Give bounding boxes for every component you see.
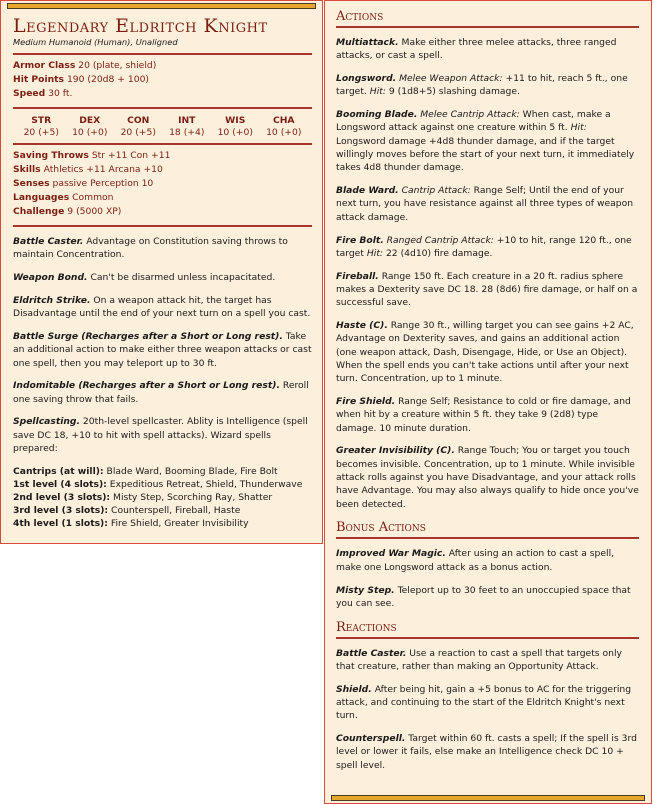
- spell-level: Cantrips (at will):: [13, 465, 104, 477]
- bonus-action: [336, 584, 639, 611]
- action-text: Range Touch; You or target you touch becomes invisible. Concentration, up to 1 minute. While invisible attack rolls against you have Disadvantage, and your attack rolls have Advantage. You may also always qualify to hide once you've been detected.: [336, 445, 639, 510]
- trait-name: Eldritch Strike.: [13, 294, 91, 306]
- trait-text: Can't be disarmed unless incapacitated.: [90, 272, 276, 284]
- armor-class-label: Armor Class: [13, 60, 76, 71]
- action-text: +11 to hit, reach 5 ft., one target.: [336, 73, 628, 98]
- divider: [13, 143, 312, 145]
- action-name: Fire Bolt.: [336, 234, 384, 246]
- bonus-actions-heading: Bonus Actions: [336, 520, 639, 539]
- trait-text: On a weapon attack hit, the target has Disadvantage until the end of your next turn on a spell you cast.: [13, 294, 311, 320]
- spell-list: [13, 465, 312, 530]
- armor-class: [13, 59, 312, 73]
- ability-score: 10 (+0): [217, 127, 253, 138]
- reactions-heading: Reactions: [336, 620, 639, 639]
- ability-score: 20 (+5): [120, 127, 156, 138]
- speed-label: Speed: [13, 88, 46, 99]
- action-damage: 22 (4d10) fire damage.: [385, 247, 493, 259]
- action-greater-invisibility: [336, 444, 639, 510]
- monster-subtitle: Medium Humanoid (Human), Unaligned: [13, 37, 178, 47]
- armor-class-value: 20 (plate, shield): [78, 60, 157, 71]
- trait: [13, 415, 312, 455]
- spell-level: 4th level (1 slots):: [13, 517, 108, 529]
- reaction-text: After being hit, gain a +5 bonus to AC for the triggering attack, and continuing to the start of the Eldritch Knight's next turn.: [336, 683, 632, 722]
- ability-score: 20 (+5): [23, 127, 59, 138]
- trait-name: Battle Caster.: [13, 236, 84, 247]
- ability-wis: [211, 115, 260, 139]
- spell-slot-row: [13, 504, 312, 517]
- monster-name: Legendary Eldritch Knight: [13, 15, 268, 37]
- attack-type: Ranged Cantrip Attack:: [386, 234, 494, 246]
- action-haste: [336, 319, 639, 385]
- action-name: Greater Invisibility (C).: [336, 445, 455, 457]
- speed-value: 30 ft.: [48, 88, 73, 99]
- senses-label: Senses: [13, 178, 50, 189]
- trait-text: Advantage on Constitution saving throws to maintain Concentration.: [13, 236, 288, 261]
- reaction-name: Shield.: [336, 683, 372, 695]
- spell-slot-row: [13, 517, 312, 530]
- action-text: Range Self; Resistance to cold or fire damage, and when hit by a creature within 5 ft. they take 9 (2d8) type damage. 10 minute duration.: [336, 396, 631, 434]
- reaction: [336, 732, 639, 772]
- ability-int: [163, 115, 212, 139]
- trait: [13, 235, 312, 262]
- reaction: [336, 683, 639, 723]
- spell-slot-row: [13, 478, 312, 491]
- bonus-action-text: After using an action to cast a spell, make one Longsword attack as a bonus action.: [336, 548, 615, 573]
- reaction-text: Use a reaction to cast a spell that targets only that creature, rather than making an Opportunity Attack.: [336, 647, 622, 672]
- saving-throws-value: Str +11 Con +11: [91, 150, 171, 161]
- trait: [13, 379, 312, 406]
- saving-throws: [13, 149, 312, 163]
- ability-cha: [260, 115, 309, 139]
- action-name: Longsword.: [336, 73, 397, 85]
- divider: [13, 53, 312, 55]
- action-text: Range 30 ft., willing target you can see gains +2 AC, Advantage on Dexterity saves, and gains an additional action (one weapon attack, Dash, Disengage, Hide, or Use an Object). When the spell ends you can't take actions until after your next turn. Concentration, up to 1 minute.: [336, 320, 634, 385]
- senses: [13, 177, 312, 191]
- hit-label: Hit:: [369, 86, 386, 98]
- actions-heading: Actions: [336, 9, 639, 28]
- reaction: [336, 647, 639, 674]
- trait-text: Reroll one saving throw that fails.: [13, 380, 309, 405]
- ability-score: 10 (+0): [72, 127, 108, 138]
- action-text: When cast, make a Longsword attack against one creature within 5 ft.: [336, 109, 611, 134]
- trait: [13, 330, 312, 370]
- challenge: [13, 205, 312, 219]
- attack-type: Melee Weapon Attack:: [399, 73, 503, 85]
- spell-level: 2nd level (3 slots):: [13, 491, 111, 503]
- action-damage: 9 (1d8+5) slashing damage.: [388, 86, 520, 98]
- hit-label: Hit:: [570, 122, 587, 134]
- action-name: Booming Blade.: [336, 109, 418, 121]
- hit-points-label: Hit Points: [13, 74, 65, 85]
- hit-points-value: 190 (20d8 + 100): [66, 74, 150, 85]
- action-text: Range Self; Until the end of your next turn, you have resistance against all three types of weapon attack damage.: [336, 185, 634, 223]
- action-text: +10 to hit, range 120 ft., one target: [336, 234, 632, 259]
- action-fireball: [336, 270, 639, 310]
- ability-name: WIS: [225, 115, 246, 126]
- ability-score: 18 (+4): [169, 127, 205, 138]
- ability-scores: [13, 115, 312, 139]
- ability-name: INT: [178, 115, 196, 126]
- skills-label: Skills: [13, 164, 41, 175]
- spell-names: Expeditious Retreat, Shield, Thunderwave: [109, 478, 303, 490]
- action-multiattack: [336, 36, 639, 63]
- bottom-border-bar: [331, 795, 645, 801]
- languages-value: Common: [72, 192, 114, 203]
- ability-score: 10 (+0): [266, 127, 302, 138]
- ability-str: [17, 115, 66, 139]
- spell-slot-row: [13, 465, 312, 478]
- languages: [13, 191, 312, 205]
- spell-level: 1st level (4 slots):: [13, 478, 107, 490]
- bonus-action: [336, 547, 639, 574]
- action-fire-bolt: [336, 234, 639, 261]
- statblock-left-column: [0, 0, 323, 544]
- action-booming-blade: [336, 108, 639, 174]
- statblock-right-column: [324, 0, 652, 804]
- divider: [13, 225, 312, 227]
- spell-slot-row: [13, 491, 312, 504]
- saving-throws-label: Saving Throws: [13, 150, 89, 161]
- action-name: Multiattack.: [336, 37, 399, 48]
- ability-dex: [66, 115, 115, 139]
- ability-name: CON: [127, 115, 150, 126]
- right-content: [336, 7, 639, 781]
- action-fire-shield: [336, 395, 639, 435]
- action-text: Range 150 ft. Each creature in a 20 ft. radius sphere makes a Dexterity save DC 18. 28 (8d6) fire damage, or half on a successful save.: [336, 270, 638, 309]
- trait-name: Spellcasting.: [13, 416, 80, 428]
- reaction-name: Counterspell.: [336, 733, 406, 745]
- spell-names: Blade Ward, Booming Blade, Fire Bolt: [106, 465, 278, 477]
- action-damage: Longsword damage +4d8 thunder damage, and if the target willingly moves before the start of your next turn, it immediately takes 4d8 thunder damage.: [336, 135, 635, 174]
- spell-names: Counterspell, Fireball, Haste: [111, 504, 241, 516]
- action-longsword: [336, 72, 639, 99]
- ability-name: DEX: [79, 115, 101, 126]
- hit-points: [13, 73, 312, 87]
- skills-value: Athletics +11 Arcana +10: [43, 164, 163, 175]
- action-name: Fire Shield.: [336, 396, 396, 408]
- action-text: Make either three melee attacks, three ranged attacks, or cast a spell.: [336, 37, 617, 62]
- ability-name: STR: [31, 115, 52, 126]
- challenge-label: Challenge: [13, 206, 65, 217]
- trait-name: Indomitable (Recharges after a Short or Long rest).: [13, 380, 280, 392]
- trait-name: Battle Surge (Recharges after a Short or Long rest).: [13, 330, 283, 342]
- languages-label: Languages: [13, 192, 70, 203]
- challenge-value: 9 (5000 XP): [67, 206, 122, 217]
- left-content: [13, 11, 312, 530]
- skills: [13, 163, 312, 177]
- spell-names: Misty Step, Scorching Ray, Shatter: [113, 491, 273, 503]
- trait: [13, 294, 312, 321]
- action-name: Fireball.: [336, 270, 379, 282]
- bonus-action-name: Improved War Magic.: [336, 548, 446, 560]
- action-blade-ward: [336, 184, 639, 224]
- attack-type: Cantrip Attack:: [401, 185, 471, 197]
- senses-value: passive Perception 10: [52, 178, 154, 189]
- spell-names: Fire Shield, Greater Invisibility: [110, 517, 249, 529]
- divider: [13, 107, 312, 109]
- bonus-action-name: Misty Step.: [336, 584, 395, 596]
- action-name: Blade Ward.: [336, 185, 399, 197]
- trait-text: 20th-level spellcaster. Ablity is Intelligence (spell save DC 18, +10 to hit with spell attacks). Wizard spells prepared:: [13, 416, 308, 455]
- ability-name: CHA: [272, 115, 295, 126]
- reaction-text: Target within 60 ft. casts a spell; If the spell is 3rd level or lower it fails, else make an Intelligence check DC 10 + spell level.: [336, 733, 637, 771]
- speed: [13, 87, 312, 101]
- trait-name: Weapon Bond.: [13, 272, 88, 284]
- trait: [13, 271, 312, 284]
- bonus-action-text: Teleport up to 30 feet to an unoccupied space that you can see.: [336, 584, 631, 609]
- bonus-actions-section: [336, 547, 639, 610]
- reaction-name: Battle Caster.: [336, 647, 407, 659]
- top-border-bar: [7, 3, 316, 9]
- hit-label: Hit:: [366, 247, 384, 259]
- ability-con: [114, 115, 163, 139]
- actions-section: [336, 36, 639, 511]
- trait-text: Take an additional action to make either three weapon attacks or cast one spell, then you may teleport up to 30 ft.: [13, 330, 312, 369]
- attack-type: Melee Cantrip Attack:: [420, 109, 520, 121]
- spell-level: 3rd level (3 slots):: [13, 504, 109, 516]
- reactions-section: [336, 647, 639, 772]
- action-name: Haste (C).: [336, 320, 388, 332]
